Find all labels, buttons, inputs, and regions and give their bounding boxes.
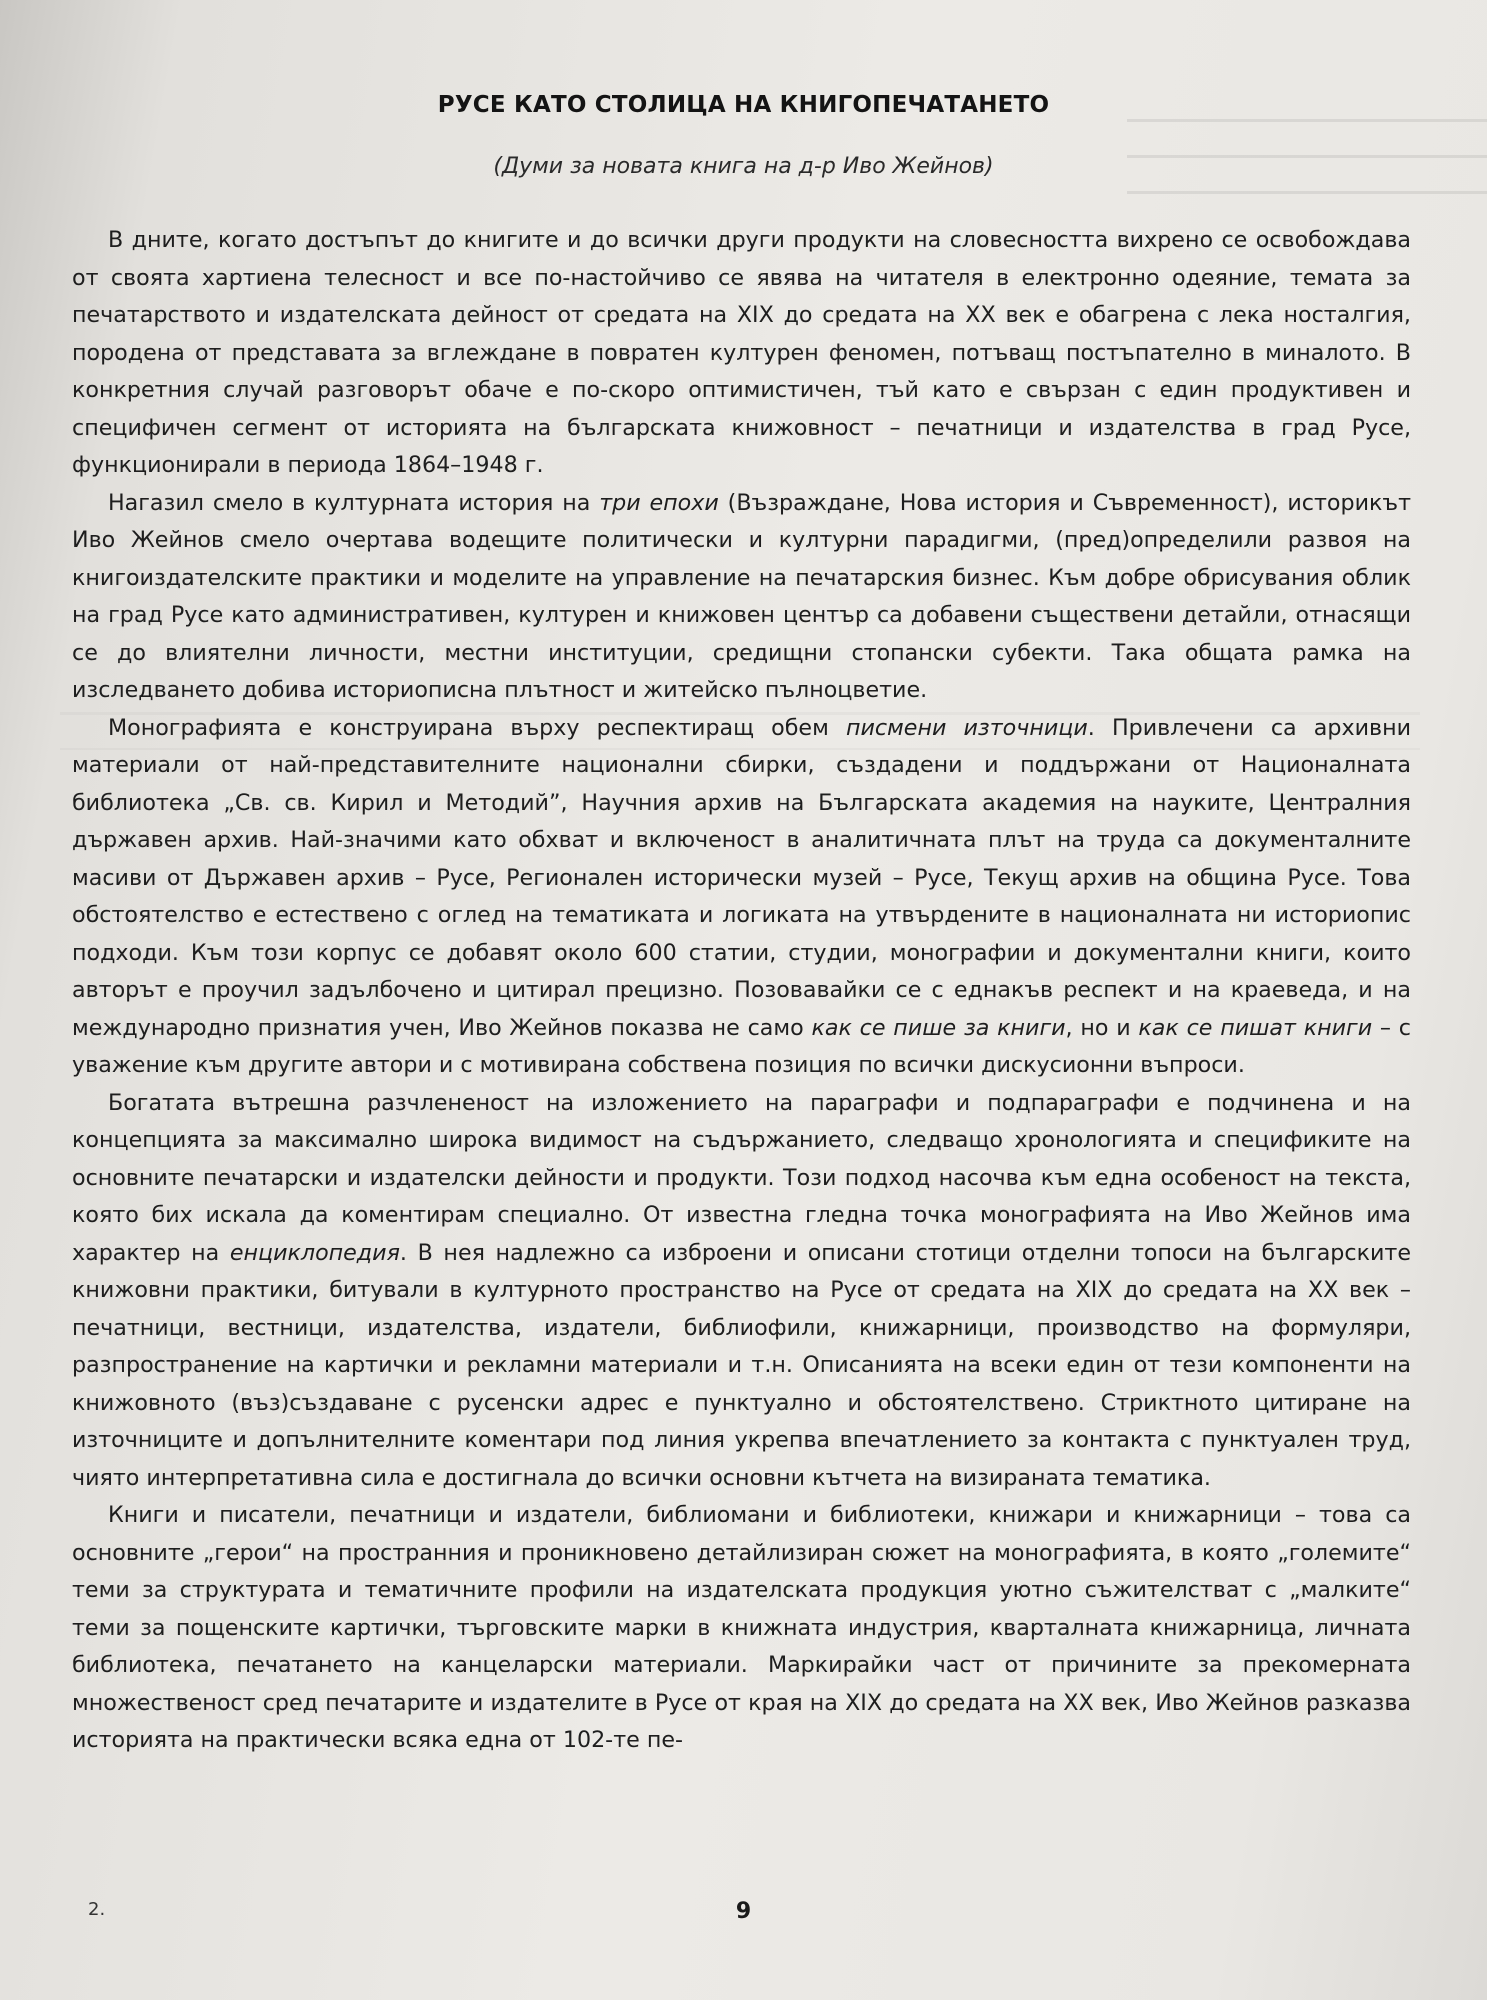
emphasis: как се пишат книги (1138, 1014, 1373, 1041)
text-run: . Привлечени са архивни материали от най-представителните национални сбирки, създадени и поддържани от Националната библиотека „Св. св. Кирил и Методий”, Научния архив на Българската академия на науките, Централния държавен архив. Най-значими като обхват и включеност в аналитичната плът на труда са документалните масиви от Държавен архив – Русе, Регионален исторически музей – Русе, Текущ архив на община Русе. Това обстоятелство е естествено с оглед на тематиката и логиката на утвърдените в националната ни историопис подходи. Към този корпус се добавят около 600 статии, студии, монографии и документални книги, които авторът е проучил задълбочено и цитирал прецизно. Позовавайки се с еднакъв респект и на краеведа, и на международно признатия учен, Иво Жейнов показва не само (72, 714, 1411, 1041)
text-run: . В нея надлежно са изброени и описани стотици отделни топоси на българските книжовни практики, битували в културното пространство на Русе от средата на XIX до средата на XX век – печатници, вестници, издателства, издатели, библиофили, книжарници, производство на формуляри, разпространение на картички и рекламни материали и т.н. Описанията на всеки един от тези компоненти на книжовното (въз)създаване с русенски адрес е пунктуално и обстоятелствено. Стриктното цитиране на източниците и допълнителните коментари под линия укрепва впечатлението за контакта с пунктуален труд, чиято интерпретативна сила е достигнала до всички основни кътчета на визираната тематика. (72, 1239, 1411, 1491)
page-title: РУСЕ КАТО СТОЛИЦА НА КНИГОПЕЧАТАНЕТО (437, 92, 1050, 118)
paragraph (72, 485, 1411, 710)
page-subtitle: (Думи за новата книга на д-р Иво Жейнов) (493, 154, 994, 179)
text-run: В дните, когато достъпът до книгите и до всички други продукти на словесността вихрено се освобождава от своята хартиена телесност и все по-настойчиво се явява на читателя в електронно одеяние, темата за печатарството и издателската дейност от средата на XIX до средата на XX век е обагрена с лека носталгия, породена от представата за вглеждане в повратен културен феномен, потъващ постъпателно в миналото. В конкретния случай разговорът обаче е по-скоро оптимистичен, тъй като е свързан с един продуктивен и специфичен сегмент от историята на българската книжовност – печатници и издателства в град Русе, функционирали в периода 1864–1948 г. (72, 227, 1411, 478)
text-run: – с уважение към другите автори и с мотивирана собствена позиция по всички дискусионни въпроси. (72, 1014, 1411, 1078)
text-run: Монографията е конструирана върху респектиращ обем (108, 714, 846, 741)
body-text (72, 222, 1411, 1760)
text-run: , но и (1065, 1014, 1139, 1041)
text-run: Богатата вътрешна разчлененост на изложението на параграфи и подпараграфи е подчинена и на концепцията за максимално широка видимост на съдържанието, следващо хронологията и спецификите на основните печатарски и издателски дейности и продукти. Този подход насочва към една особеност на текста, която бих искала да коментирам специално. От известна гледна точка монографията на Иво Жейнов има характер на (72, 1089, 1411, 1266)
text-run: (Възраждане, Нова история и Съвременност), историкът Иво Жейнов смело очертава водещите политически и културни парадигми, (пред)определили развоя на книгоиздателските практики и моделите на управление на печатарския бизнес. Към добре обрисувания облик на град Русе като административен, културен и книжовен център са добавени съществени детайли, отнасящи се до влиятелни личности, местни институции, средищни стопански субекти. Така общата рамка на изследването добива историописна плътност и житейско пълноцветие. (72, 489, 1411, 703)
paragraph (72, 1497, 1411, 1760)
paragraph (72, 710, 1411, 1085)
text-run: Книги и писатели, печатници и издатели, библиомани и библиотеки, книжари и книжарници – това са основните „герои“ на пространния и проникновено детайлизиран сюжет на монографията, в която „големите“ теми за структурата и тематичните профили на издателската продукция уютно съжителстват с „малките“ теми за пощенските картички, търговските марки в книжната индустрия, кварталната книжарница, личната библиотека, печатането на канцеларски материали. Маркирайки част от причините за прекомерната множественост сред печатарите и издателите в Русе от края на XIX до средата на XX век, Иво Жейнов разказва историята на практически всяка една от 102-те пе- (72, 1502, 1411, 1753)
paragraph (72, 1085, 1411, 1498)
emphasis: енциклопедия (229, 1239, 400, 1266)
emphasis: писмени източници (845, 714, 1088, 741)
text-run: Нагазил смело в културната история на (108, 489, 600, 516)
paragraph (72, 222, 1411, 485)
emphasis: три епохи (599, 489, 719, 516)
emphasis: как се пише за книги (811, 1014, 1066, 1041)
footnote-mark: 2. (88, 1899, 106, 1920)
page-number: 9 (735, 1899, 752, 1924)
